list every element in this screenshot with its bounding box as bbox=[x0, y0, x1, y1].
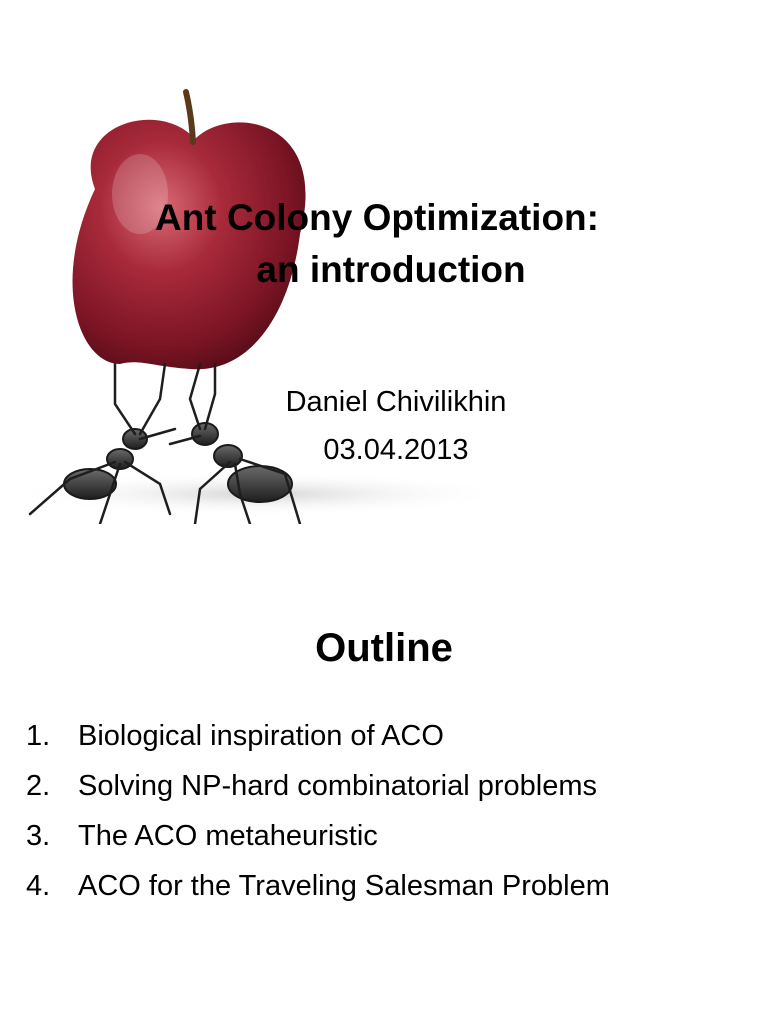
title-line-2: an introduction bbox=[256, 249, 526, 290]
presentation-date: 03.04.2013 bbox=[323, 434, 469, 466]
list-item-number: 3. bbox=[26, 820, 51, 852]
list-item bbox=[26, 716, 610, 766]
list-item bbox=[26, 766, 610, 816]
presentation-title bbox=[0, 192, 768, 296]
list-item-text: Solving NP-hard combinatorial problems bbox=[78, 770, 598, 802]
list-item-number: 2. bbox=[26, 770, 51, 802]
title-slide bbox=[0, 64, 768, 576]
list-item-number: 4. bbox=[26, 870, 51, 902]
outline-slide bbox=[0, 576, 768, 1024]
author-name: Daniel Chivilikhin bbox=[285, 386, 507, 418]
title-line-1: Ant Colony Optimization: bbox=[155, 197, 599, 238]
list-item-number: 1. bbox=[26, 720, 51, 752]
outline-heading: Outline bbox=[315, 626, 453, 670]
list-item bbox=[26, 866, 610, 916]
list-item-text: Biological inspiration of ACO bbox=[78, 720, 444, 752]
outline-list bbox=[26, 716, 610, 916]
list-item bbox=[26, 816, 610, 866]
list-item-text: ACO for the Traveling Salesman Problem bbox=[78, 870, 610, 902]
list-item-text: The ACO metaheuristic bbox=[78, 820, 378, 852]
